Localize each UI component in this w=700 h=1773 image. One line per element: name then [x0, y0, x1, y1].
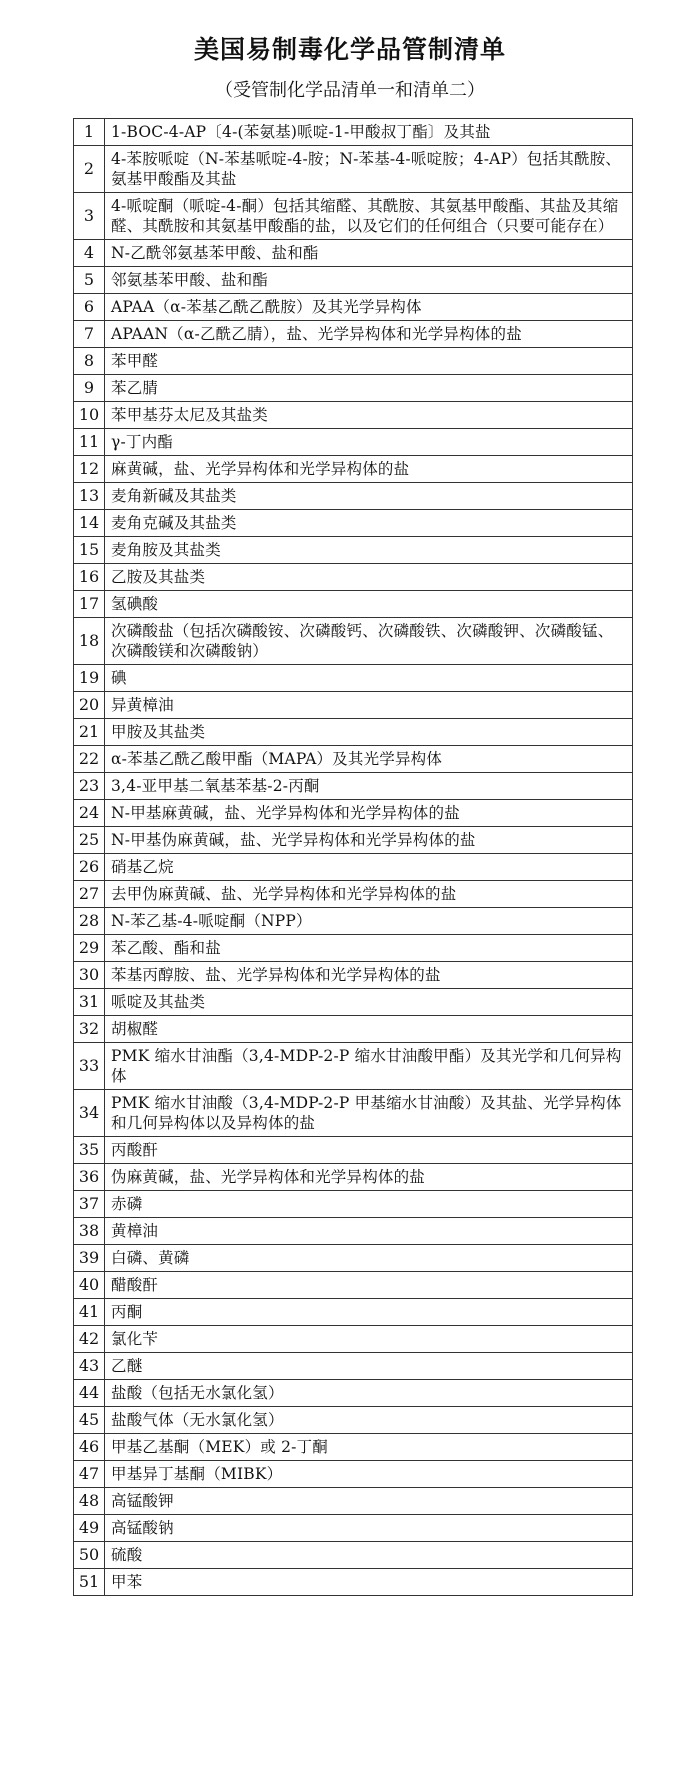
item-number: 29 [74, 935, 105, 962]
chemical-name: N-苯乙基-4-哌啶酮（NPP） [105, 908, 633, 935]
item-number: 47 [74, 1461, 105, 1488]
item-number: 46 [74, 1434, 105, 1461]
table-row [74, 1016, 633, 1043]
item-number: 12 [74, 456, 105, 483]
item-number: 1 [74, 119, 105, 146]
table-row [74, 1272, 633, 1299]
table-row [74, 935, 633, 962]
table-row [74, 564, 633, 591]
chemical-name: 苯乙腈 [105, 375, 633, 402]
chemical-name: 麦角新碱及其盐类 [105, 483, 633, 510]
table-row [74, 1488, 633, 1515]
item-number: 42 [74, 1326, 105, 1353]
chemical-list-table [73, 118, 633, 1596]
chemical-name: 苯乙酸、酯和盐 [105, 935, 633, 962]
table-row [74, 1218, 633, 1245]
chemical-name: 甲基乙基酮（MEK）或 2-丁酮 [105, 1434, 633, 1461]
item-number: 48 [74, 1488, 105, 1515]
table-row [74, 1299, 633, 1326]
chemical-name: 邻氨基苯甲酸、盐和酯 [105, 267, 633, 294]
table-row [74, 719, 633, 746]
item-number: 5 [74, 267, 105, 294]
chemical-name: 赤磷 [105, 1191, 633, 1218]
item-number: 19 [74, 665, 105, 692]
chemical-name: 麦角克碱及其盐类 [105, 510, 633, 537]
item-number: 27 [74, 881, 105, 908]
item-number: 8 [74, 348, 105, 375]
table-row [74, 483, 633, 510]
chemical-name: 麻黄碱，盐、光学异构体和光学异构体的盐 [105, 456, 633, 483]
table-row [74, 348, 633, 375]
table-row [74, 773, 633, 800]
item-number: 30 [74, 962, 105, 989]
item-number: 14 [74, 510, 105, 537]
table-row [74, 1164, 633, 1191]
chemical-name: 苯基丙醇胺、盐、光学异构体和光学异构体的盐 [105, 962, 633, 989]
chemical-name: N-甲基伪麻黄碱，盐、光学异构体和光学异构体的盐 [105, 827, 633, 854]
item-number: 2 [74, 146, 105, 193]
table-row [74, 1515, 633, 1542]
table-row [74, 146, 633, 193]
table-row [74, 510, 633, 537]
table-row [74, 618, 633, 665]
chemical-name: PMK 缩水甘油酯（3,4-MDP-2-P 缩水甘油酸甲酯）及其光学和几何异构体 [105, 1043, 633, 1090]
chemical-name: γ-丁内酯 [105, 429, 633, 456]
table-row [74, 665, 633, 692]
item-number: 22 [74, 746, 105, 773]
table-row [74, 193, 633, 240]
chemical-name: 丙酸酐 [105, 1137, 633, 1164]
item-number: 20 [74, 692, 105, 719]
table-row [74, 402, 633, 429]
item-number: 34 [74, 1090, 105, 1137]
chemical-name: 氢碘酸 [105, 591, 633, 618]
table-row [74, 1353, 633, 1380]
chemical-name: 麦角胺及其盐类 [105, 537, 633, 564]
table-row [74, 1461, 633, 1488]
item-number: 3 [74, 193, 105, 240]
table-row [74, 240, 633, 267]
table-row [74, 1137, 633, 1164]
table-row [74, 962, 633, 989]
chemical-name: 4-哌啶酮（哌啶-4-酮）包括其缩醛、其酰胺、其氨基甲酸酯、其盐及其缩醛、其酰胺和其氨基甲酸酯的盐，以及它们的任何组合（只要可能存在） [105, 193, 633, 240]
item-number: 18 [74, 618, 105, 665]
chemical-name: 苯甲基芬太尼及其盐类 [105, 402, 633, 429]
chemical-name: 白磷、黄磷 [105, 1245, 633, 1272]
chemical-name: 高锰酸钾 [105, 1488, 633, 1515]
chemical-name: 3,4-亚甲基二氧基苯基-2-丙酮 [105, 773, 633, 800]
table-row [74, 456, 633, 483]
chemical-name: 硝基乙烷 [105, 854, 633, 881]
table-row [74, 1043, 633, 1090]
table-row [74, 881, 633, 908]
table-row [74, 375, 633, 402]
chemical-name: 硫酸 [105, 1542, 633, 1569]
chemical-name: 高锰酸钠 [105, 1515, 633, 1542]
item-number: 7 [74, 321, 105, 348]
table-row [74, 1191, 633, 1218]
item-number: 37 [74, 1191, 105, 1218]
chemical-name: α-苯基乙酰乙酸甲酯（MAPA）及其光学异构体 [105, 746, 633, 773]
table-row [74, 1090, 633, 1137]
table-row [74, 591, 633, 618]
page-title: 美国易制毒化学品管制清单 [193, 35, 506, 64]
table-row [74, 321, 633, 348]
chemical-name: 盐酸气体（无水氯化氢） [105, 1407, 633, 1434]
item-number: 38 [74, 1218, 105, 1245]
chemical-name: 苯甲醛 [105, 348, 633, 375]
item-number: 16 [74, 564, 105, 591]
item-number: 49 [74, 1515, 105, 1542]
chemical-name: 甲胺及其盐类 [105, 719, 633, 746]
chemical-name: 去甲伪麻黄碱、盐、光学异构体和光学异构体的盐 [105, 881, 633, 908]
item-number: 43 [74, 1353, 105, 1380]
page-subtitle: （受管制化学品清单一和清单二） [215, 80, 485, 101]
item-number: 39 [74, 1245, 105, 1272]
chemical-name: 乙胺及其盐类 [105, 564, 633, 591]
chemical-name: 4-苯胺哌啶（N-苯基哌啶-4-胺；N-苯基-4-哌啶胺；4-AP）包括其酰胺、氨基甲酸酯及其盐 [105, 146, 633, 193]
item-number: 44 [74, 1380, 105, 1407]
item-number: 50 [74, 1542, 105, 1569]
item-number: 33 [74, 1043, 105, 1090]
chemical-name: 甲基异丁基酮（MIBK） [105, 1461, 633, 1488]
chemical-name: 乙醚 [105, 1353, 633, 1380]
item-number: 4 [74, 240, 105, 267]
item-number: 28 [74, 908, 105, 935]
chemical-name: 丙酮 [105, 1299, 633, 1326]
chemical-name: 黄樟油 [105, 1218, 633, 1245]
table-row [74, 1407, 633, 1434]
chemical-name: N-乙酰邻氨基苯甲酸、盐和酯 [105, 240, 633, 267]
table-row [74, 1542, 633, 1569]
item-number: 21 [74, 719, 105, 746]
table-row [74, 1326, 633, 1353]
table-row [74, 429, 633, 456]
table-row [74, 908, 633, 935]
item-number: 35 [74, 1137, 105, 1164]
table-row [74, 746, 633, 773]
item-number: 26 [74, 854, 105, 881]
table-row [74, 294, 633, 321]
table-row [74, 537, 633, 564]
table-row [74, 827, 633, 854]
table-row [74, 1434, 633, 1461]
table-row [74, 692, 633, 719]
chemical-name: 伪麻黄碱，盐、光学异构体和光学异构体的盐 [105, 1164, 633, 1191]
item-number: 25 [74, 827, 105, 854]
table-row [74, 800, 633, 827]
item-number: 9 [74, 375, 105, 402]
table-row [74, 119, 633, 146]
item-number: 10 [74, 402, 105, 429]
table-row [74, 854, 633, 881]
item-number: 13 [74, 483, 105, 510]
item-number: 45 [74, 1407, 105, 1434]
chemical-name: 异黄樟油 [105, 692, 633, 719]
chemical-name: 哌啶及其盐类 [105, 989, 633, 1016]
chemical-name: 碘 [105, 665, 633, 692]
table-row [74, 1380, 633, 1407]
chemical-name: 盐酸（包括无水氯化氢） [105, 1380, 633, 1407]
chemical-name: 胡椒醛 [105, 1016, 633, 1043]
chemical-name: PMK 缩水甘油酸（3,4-MDP-2-P 甲基缩水甘油酸）及其盐、光学异构体和几何异构体以及异构体的盐 [105, 1090, 633, 1137]
item-number: 41 [74, 1299, 105, 1326]
table-body [74, 119, 633, 1596]
chemical-name: APAAN（α-乙酰乙腈），盐、光学异构体和光学异构体的盐 [105, 321, 633, 348]
chemical-name: 醋酸酐 [105, 1272, 633, 1299]
item-number: 24 [74, 800, 105, 827]
item-number: 6 [74, 294, 105, 321]
item-number: 32 [74, 1016, 105, 1043]
chemical-name: 甲苯 [105, 1569, 633, 1596]
chemical-name: 次磷酸盐（包括次磷酸铵、次磷酸钙、次磷酸铁、次磷酸钾、次磷酸锰、次磷酸镁和次磷酸钠） [105, 618, 633, 665]
item-number: 15 [74, 537, 105, 564]
item-number: 51 [74, 1569, 105, 1596]
item-number: 11 [74, 429, 105, 456]
table-row [74, 1569, 633, 1596]
item-number: 40 [74, 1272, 105, 1299]
item-number: 17 [74, 591, 105, 618]
chemical-name: 1-BOC-4-AP〔4-(苯氨基)哌啶-1-甲酸叔丁酯〕及其盐 [105, 119, 633, 146]
table-row [74, 267, 633, 294]
table-row [74, 989, 633, 1016]
chemical-name: N-甲基麻黄碱，盐、光学异构体和光学异构体的盐 [105, 800, 633, 827]
item-number: 31 [74, 989, 105, 1016]
item-number: 36 [74, 1164, 105, 1191]
chemical-name: 氯化苄 [105, 1326, 633, 1353]
chemical-name: APAA（α-苯基乙酰乙酰胺）及其光学异构体 [105, 294, 633, 321]
item-number: 23 [74, 773, 105, 800]
table-row [74, 1245, 633, 1272]
